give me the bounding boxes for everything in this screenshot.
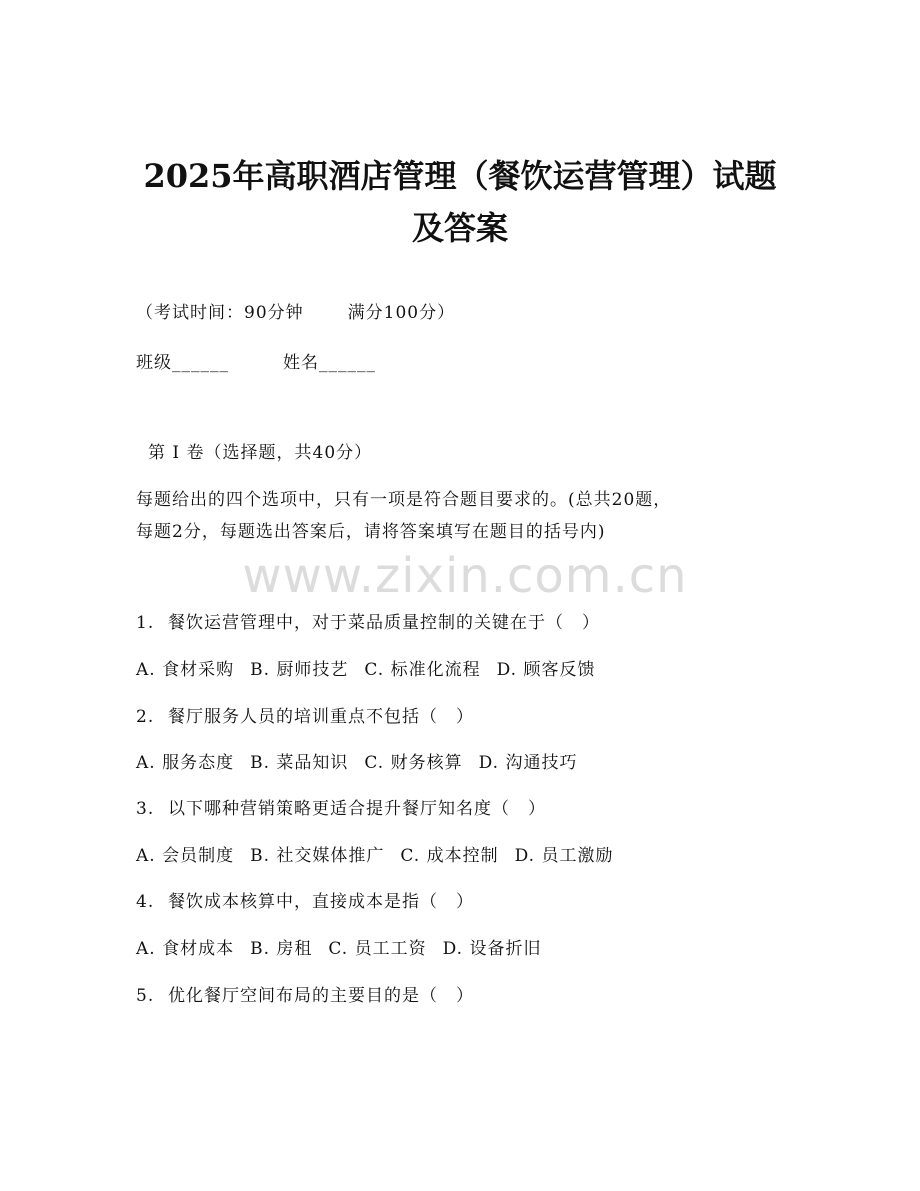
question-5 bbox=[136, 983, 474, 1009]
exam-time: （考试时间：90分钟 bbox=[136, 303, 304, 323]
question-text: 餐饮运营管理中，对于菜品质量控制的关键在于（ ） bbox=[168, 613, 600, 633]
option-b: B. 房租 bbox=[250, 939, 313, 959]
class-field: 班级______ bbox=[136, 353, 229, 373]
option-d: D. 员工激励 bbox=[514, 846, 614, 866]
question-number: 4. bbox=[136, 892, 155, 912]
name-field: 姓名______ bbox=[283, 353, 376, 373]
option-a: A. 食材成本 bbox=[136, 939, 235, 959]
question-2-options bbox=[136, 750, 593, 776]
question-text: 以下哪种营销策略更适合提升餐厅知名度（ ） bbox=[168, 799, 546, 819]
question-text: 餐饮成本核算中，直接成本是指（ ） bbox=[168, 892, 474, 912]
option-c: C. 标准化流程 bbox=[364, 660, 481, 680]
option-b: B. 社交媒体推广 bbox=[250, 846, 385, 866]
document-title-line2: 及答案 bbox=[411, 209, 508, 247]
section-heading: 第 I 卷（选择题，共40分） bbox=[148, 443, 373, 463]
question-text: 优化餐厅空间布局的主要目的是（ ） bbox=[168, 986, 474, 1006]
question-number: 5. bbox=[136, 986, 155, 1006]
question-4-options bbox=[136, 936, 557, 962]
section-instruction-line1: 每题给出的四个选项中，只有一项是符合题目要求的。(总共20题， bbox=[136, 490, 672, 510]
question-1 bbox=[136, 610, 600, 636]
question-text: 餐厅服务人员的培训重点不包括（ ） bbox=[168, 707, 474, 727]
student-info bbox=[136, 350, 376, 376]
exam-info bbox=[136, 300, 455, 326]
option-d: D. 设备折旧 bbox=[442, 939, 542, 959]
option-c: C. 财务核算 bbox=[364, 753, 463, 773]
option-a: A. 服务态度 bbox=[136, 753, 235, 773]
option-c: C. 员工工资 bbox=[328, 939, 427, 959]
option-d: D. 沟通技巧 bbox=[478, 753, 578, 773]
option-b: B. 菜品知识 bbox=[250, 753, 349, 773]
exam-score: 满分100分） bbox=[347, 303, 456, 323]
section-instruction-line2: 每题2分，每题选出答案后，请将答案填写在题目的括号内) bbox=[136, 522, 606, 542]
watermark: www.zixin.com.cn bbox=[242, 548, 688, 604]
question-number: 1. bbox=[136, 613, 155, 633]
document-title-line1: 2025年高职酒店管理（餐饮运营管理）试题 bbox=[143, 157, 777, 195]
question-1-options bbox=[136, 657, 611, 683]
option-a: A. 食材采购 bbox=[136, 660, 235, 680]
option-d: D. 顾客反馈 bbox=[496, 660, 596, 680]
option-a: A. 会员制度 bbox=[136, 846, 235, 866]
question-3-options bbox=[136, 843, 629, 869]
option-c: C. 成本控制 bbox=[400, 846, 499, 866]
question-2 bbox=[136, 704, 474, 730]
question-number: 3. bbox=[136, 799, 155, 819]
question-3 bbox=[136, 796, 546, 822]
question-4 bbox=[136, 889, 474, 915]
option-b: B. 厨师技艺 bbox=[250, 660, 349, 680]
question-number: 2. bbox=[136, 707, 155, 727]
